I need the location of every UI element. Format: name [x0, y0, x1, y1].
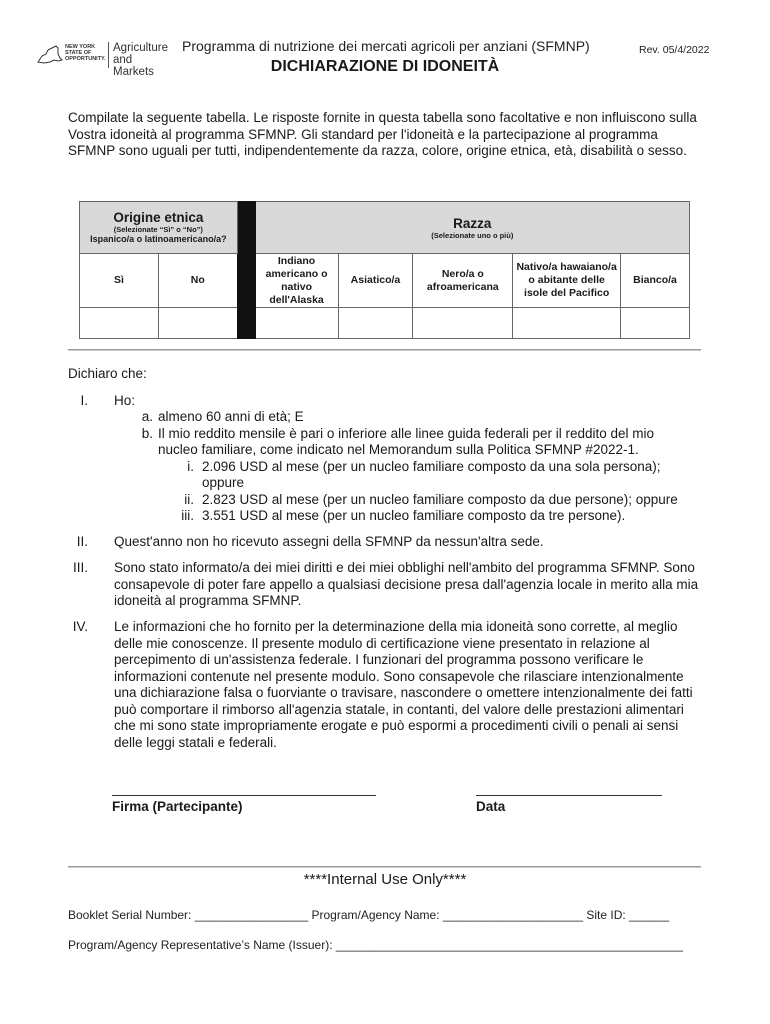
income-iii-numeral: iii.: [181, 508, 194, 523]
race-asian-checkbox[interactable]: [338, 308, 413, 339]
internal-divider: [68, 866, 701, 867]
program-name: Programma di nutrizione dei mercati agricoli per anziani (SFMNP): [182, 38, 590, 54]
race-black-checkbox[interactable]: [413, 308, 513, 339]
income-i-oppure: oppure: [202, 475, 245, 490]
race-native-american-checkbox[interactable]: [255, 308, 338, 339]
race-white-label: Bianco/a: [621, 254, 690, 308]
income-i-text: 2.096 USD al mese (per un nucleo familiare composto da una sola persona);: [202, 459, 661, 474]
race-asian-label: Asiatico/a: [338, 254, 413, 308]
representative-name-row[interactable]: Program/Agency Representative’s Name (Issuer): ____________________________________________________: [68, 938, 683, 952]
date-line[interactable]: [476, 795, 662, 796]
item-ii-text: Quest'anno non ho ricevuto assegni della SFMNP da nessun'altra sede.: [114, 534, 544, 549]
signature-label: Firma (Partecipante): [112, 799, 243, 814]
signature-line[interactable]: [112, 795, 376, 796]
income-iii-text: 3.551 USD al mese (per un nucleo familiare composto da tre persone).: [202, 508, 626, 523]
booklet-serial-row[interactable]: Booklet Serial Number: _________________ Program/Agency Name: _____________________ Site ID: ______: [68, 908, 670, 922]
race-header: Razza (Selezionate uno o più): [255, 202, 689, 254]
intro-paragraph: Compilate la seguente tabella. Le risposte fornite in questa tabella sono facoltative e non influiscono sulla Vostra idoneità al programma SFMNP. Gli standard per l'idoneità e la partecipazione al programma SFMNP sono uguali per tutti, indipendentemente da razza, colore, origine etnica, età, disabilità o sesso.: [68, 110, 697, 159]
race-black-label: Nero/a o afroamericana: [413, 254, 513, 308]
ethnicity-yes-checkbox[interactable]: [80, 308, 159, 339]
sub-b-text-line1: Il mio reddito mensile è pari o inferiore alle linee guida federali per il reddito del mio: [158, 426, 655, 441]
revision-date: Rev. 05/4/2022: [639, 44, 710, 56]
sub-a-text: almeno 60 anni di età; E: [158, 409, 304, 424]
logo-department: Agriculture and Markets: [113, 42, 168, 78]
internal-use-title: ****Internal Use Only****: [303, 871, 467, 888]
item-ii-number: II.: [76, 534, 88, 549]
ethnicity-yes-label: Sì: [80, 254, 159, 308]
date-label: Data: [476, 799, 506, 814]
income-i-numeral: i.: [187, 459, 194, 474]
race-white-checkbox[interactable]: [621, 308, 690, 339]
item-iv-text: Le informazioni che ho fornito per la determinazione della mia idoneità sono corrette, al meglio delle mie conoscenze. Il presente modulo di certificazione viene presentato in relazione al percepimento di un'assistenza federale. I funzionari del programma possono verificare le informazioni contenute nel presente modulo. Sono consapevole che rilasciare intenzionalmente una dichiarazione falsa o fuorviante o travisare, nascondere o omettere intenzionalmente dei fatti può comportare il rimborso all'agenzia statale, in contanti, del valore delle prestazioni alimentari che mi sono state impropriamente erogate e può espormi a procedimenti civili o penali ai sensi delle leggi statali e federali.: [114, 619, 693, 750]
item-iii-number: III.: [72, 560, 88, 575]
sub-b-letter: b.: [141, 426, 153, 441]
sub-a-letter: a.: [141, 409, 153, 424]
item-iii-text: Sono stato informato/a dei miei diritti e dei miei obblighi nell'ambito del programma SFMNP. Sono consapevole di poter fare appello a qualsiasi decisione presa dall'agenzia locale in merito alla mia idoneità al programma SFMNP.: [114, 560, 699, 608]
income-ii-numeral: ii.: [184, 492, 194, 507]
sub-b-text-line2: nucleo familiare, come indicato nel Memorandum sulla Politica SFMNP #2022-1.: [158, 442, 639, 457]
ethnicity-header: Origine etnica (Selezionate “Sì” o “No”) Ispanico/a o latinoamericano/a?: [80, 202, 238, 254]
document-title: DICHIARAZIONE DI IDONEITÀ: [270, 58, 500, 75]
item-i-text: Ho:: [114, 393, 136, 408]
item-i-number: I.: [80, 393, 88, 408]
logo-state-text: NEW YORK STATE OF OPPORTUNITY.: [65, 44, 106, 62]
declaration-heading: Dichiaro che:: [68, 366, 147, 381]
income-ii-text: 2.823 USD al mese (per un nucleo familiare composto da due persone); oppure: [202, 492, 678, 507]
item-iv-number: IV.: [72, 619, 88, 634]
race-native-american-label: Indiano americano o nativo dell'Alaska: [255, 254, 338, 308]
ethnicity-no-checkbox[interactable]: [158, 308, 237, 339]
ethnicity-race-table: [79, 201, 690, 339]
ethnicity-no-label: No: [158, 254, 237, 308]
item-i: [0, 393, 770, 533]
race-pacific-islander-label: Nativo/a hawaiano/a o abitante delle isole del Pacifico: [513, 254, 621, 308]
table-divider: [237, 202, 255, 339]
race-pacific-islander-checkbox[interactable]: [513, 308, 621, 339]
section-divider: [68, 349, 701, 350]
